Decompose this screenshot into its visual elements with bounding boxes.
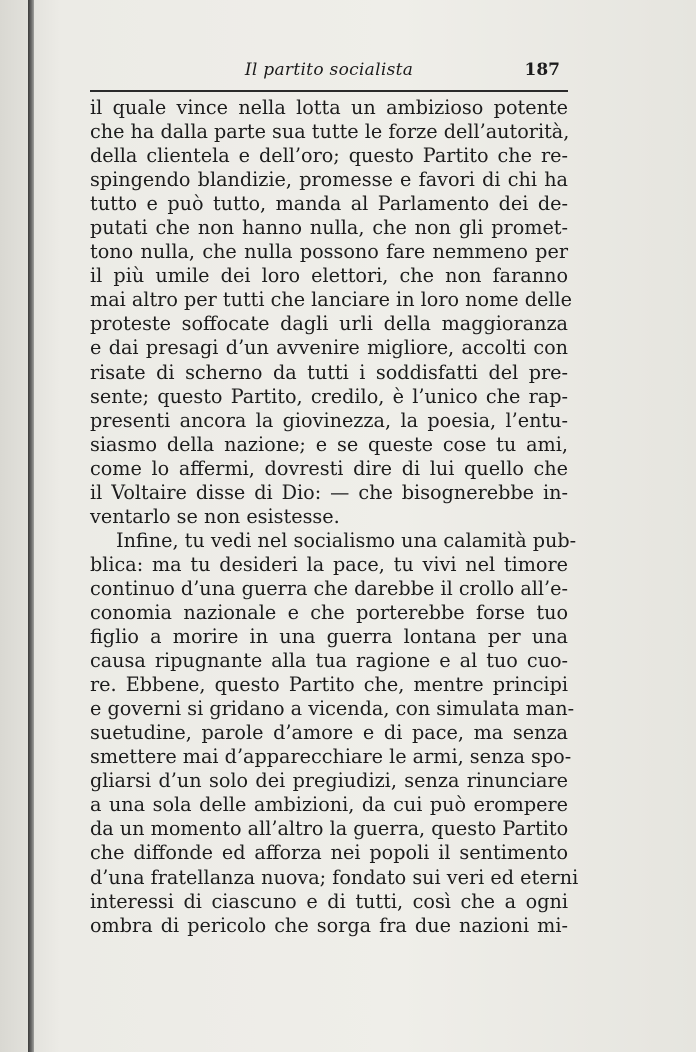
text-line: e dai presagi d’un avvenire migliore, accolti con [90,336,568,360]
text-line: d’una fratellanza nuova; fondato sui veri ed eterni [90,865,579,889]
running-title: Il partito socialista [244,60,414,80]
header-rule [90,90,568,92]
text-line: ombra di pericolo che sorga fra due nazioni mi- [90,913,568,937]
text-line: mai altro per tutti che lanciare in loro nome delle [90,288,572,312]
text-line: risate di scherno da tutti i soddisfatti del pre- [90,360,568,384]
text-line: gliarsi d’un solo dei pregiudizi, senza rinunciare [90,769,568,793]
text-line: proteste soffocate dagli urli della maggioranza [90,312,568,336]
text-line: a una sola delle ambizioni, da cui può erompere [90,793,568,817]
text-line: il più umile dei loro elettori, che non faranno [90,264,568,288]
text-line: e governi si gridano a vicenda, con simulata man- [90,697,575,721]
text-line: siasmo della nazione; e se queste cose tu ami, [90,432,568,456]
text-line: putati che non hanno nulla, che non gli promet- [90,216,568,240]
text-line: re. Ebbene, questo Partito che, mentre principi [90,673,568,697]
page-header [90,60,568,88]
text-line: che ha dalla parte sua tutte le forze dell’autorità, [90,120,570,144]
text-line: continuo d’una guerra che darebbe il crollo all’e- [90,576,568,600]
text-line: smettere mai d’apparecchiare le armi, senza spo- [90,745,572,769]
text-line: come lo affermi, dovresti dire di lui quello che [90,456,568,480]
text-line: interessi di ciascuno e di tutti, così che a ogni [90,889,568,913]
text-line: tutto e può tutto, manda al Parlamento dei de- [90,192,568,216]
page-number: 187 [524,60,560,80]
text-line: spingendo blandizie, promesse e favori di chi ha [90,168,568,192]
text-line: figlio a morire in una guerra lontana per una [90,625,568,649]
text-line: conomia nazionale e che porterebbe forse tuo [90,600,568,624]
text-line: della clientela e dell’oro; questo Partito che re- [90,144,568,168]
paragraph-start-line: Infine, tu vedi nel socialismo una calamità pub- [116,528,577,552]
paragraph-end-line: ventarlo se non esistesse. [90,504,340,528]
text-line: suetudine, parole d’amore e di pace, ma senza [90,721,568,745]
text-line: che diffonde ed afforza nei popoli il sentimento [90,841,568,865]
text-line: tono nulla, che nulla possono fare nemmeno per [90,240,568,264]
text-line: causa ripugnante alla tua ragione e al tuo cuo- [90,649,568,673]
text-line: sente; questo Partito, credilo, è l’unico che rap- [90,384,568,408]
text-line: il quale vince nella lotta un ambizioso potente [90,96,568,119]
text-line: da un momento all’altro la guerra, questo Partito [90,817,569,841]
text-line: blica: ma tu desideri la pace, tu vivi nel timore [90,552,568,576]
text-line: presenti ancora la giovinezza, la poesia, l’entu- [90,408,568,432]
text-line: il Voltaire disse di Dio: — che bisognerebbe in- [90,480,568,504]
binding-edge [28,0,34,1052]
body-text [90,96,579,938]
